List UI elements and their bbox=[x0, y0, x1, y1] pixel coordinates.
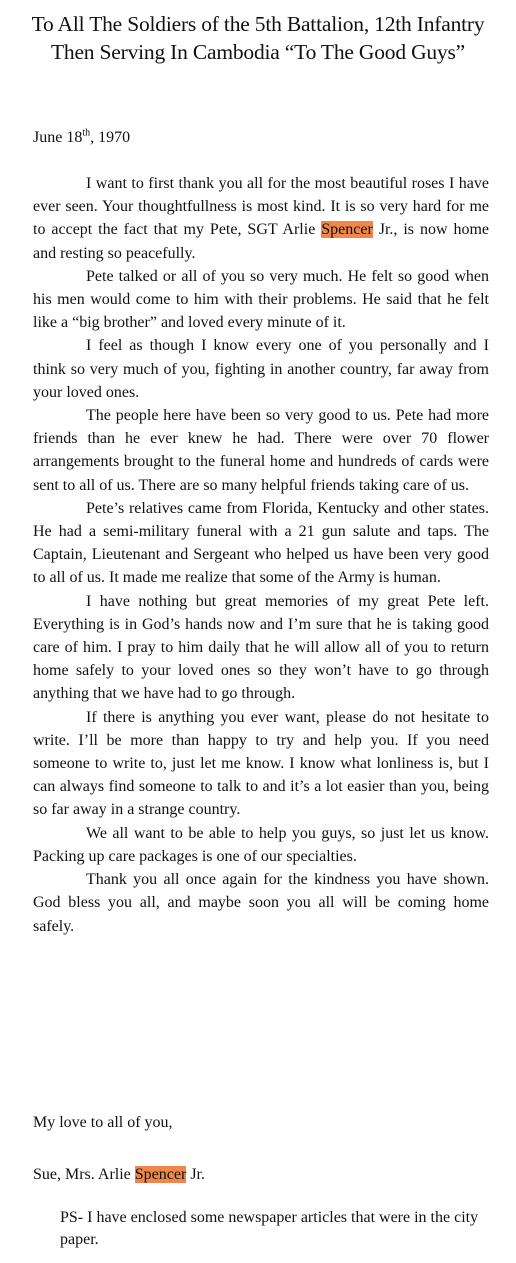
date-year: , 1970 bbox=[90, 129, 131, 146]
paragraph-2: Pete talked or all of you so very much. He felt so good when his men would come to him with their problems. He said that he felt like a “big brother” and loved every minute of it. bbox=[33, 267, 489, 332]
date-suffix: th bbox=[82, 127, 91, 139]
paragraph-1-before: I want to first thank you all for the most beautiful roses I have ever seen. Your thoughtfullness is most kind. It is so very hard for me to accept the fact that my Pete, SGT Arlie bbox=[33, 175, 489, 239]
signature-before: Sue, Mrs. Arlie bbox=[33, 1166, 135, 1183]
letter-postscript: PS- I have enclosed some newspaper articles that were in the city paper. bbox=[60, 1209, 479, 1248]
letter-date bbox=[33, 127, 130, 149]
highlighted-surname: Spencer bbox=[321, 221, 373, 239]
highlighted-surname-signature: Spencer bbox=[134, 1166, 187, 1183]
paragraph-3: I feel as though I know every one of you personally and I think so very much of you, fighting in another country, far away from your loved ones. bbox=[33, 337, 489, 401]
paragraph-1-after: Jr., is now home and resting so peacefully. bbox=[33, 221, 490, 262]
paragraph-6: I have nothing but great memories of my great Pete left. Everything is in God’s hands now and I’m sure that he is taking good care of him. I pray to him daily that he will allow all of you to return home safely to your loved ones so they won’t have to go through anything that we have had to go through. bbox=[33, 592, 489, 703]
paragraph-4: The people here have been so very good to us. Pete had more friends than he ever knew he had. There were over 70 flower arrangements brought to the funeral home and hundreds of cards were sent to all of us. There are so many helpful friends taking care of us. bbox=[33, 407, 489, 494]
paragraph-5: Pete’s relatives came from Florida, Kentucky and other states. He had a semi-military funeral with a 21 gun salute and taps. The Captain, Lieutenant and Sergeant who helped us have been very good to all of us. It made me realize that some of the Army is human. bbox=[33, 499, 489, 587]
paragraph-9: Thank you all once again for the kindness you have shown. God bless you all, and maybe soon you all will be coming home safely. bbox=[33, 871, 489, 935]
title-line-1: To All The Soldiers of the 5th Battalion, 12th Infantry bbox=[31, 12, 485, 36]
title-line-2: Then Serving In Cambodia “To The Good Guys” bbox=[50, 40, 466, 64]
date-month-day: June 18 bbox=[33, 129, 83, 146]
letter-body bbox=[33, 172, 489, 938]
paragraph-7: If there is anything you ever want, please do not hesitate to write. I’ll be more than happy to try and help you. If you need someone to write to, just let me know. I know what lonliness is, but I can always find someone to talk to and it’s a lot easier than you, being so far away in a strange country. bbox=[33, 708, 489, 819]
letter-title bbox=[0, 0, 516, 66]
signature-after: Jr. bbox=[186, 1166, 205, 1183]
letter-closing: My love to all of you, bbox=[33, 1114, 173, 1131]
paragraph-1 bbox=[33, 172, 489, 265]
paragraph-8: We all want to be able to help you guys, so just let us know. Packing up care packages is one of our specialties. bbox=[33, 824, 489, 865]
letter-signature bbox=[33, 1164, 205, 1186]
